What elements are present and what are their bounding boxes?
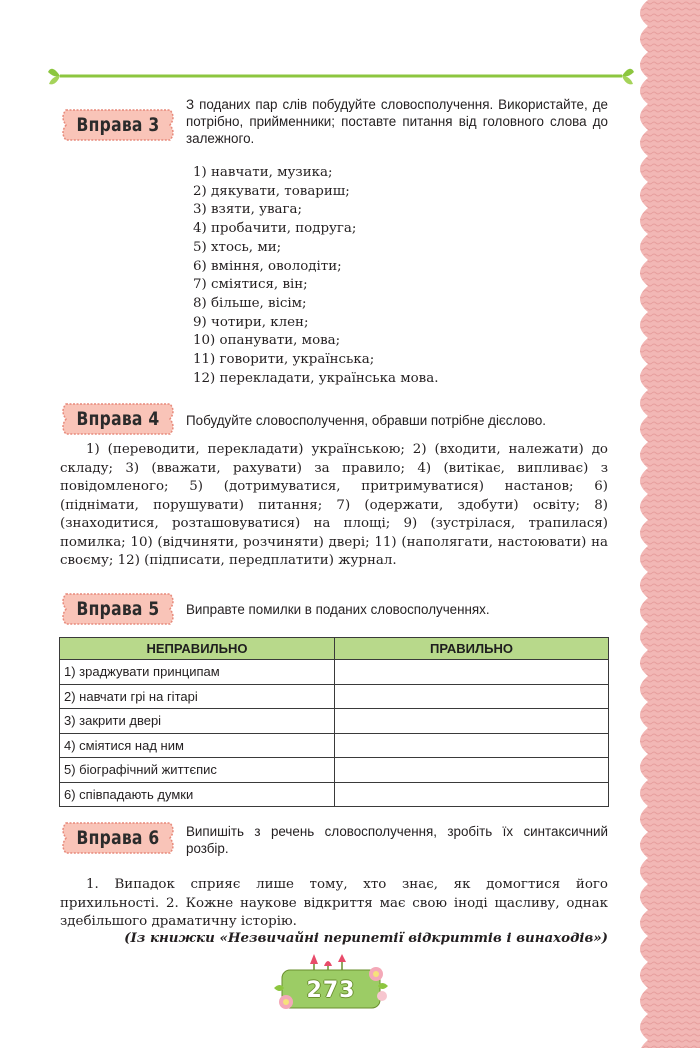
source-close-paren: ) bbox=[601, 930, 608, 946]
exercise-6-text: 1. Випадок сприяє лише тому, хто знає, як домогтися його прихильності. 2. Кожне наукове відкриття має свою іноді щасливу, однак здебільшого драматичну історію. bbox=[60, 877, 608, 929]
exercise-3-label: Вправа 3 bbox=[76, 114, 160, 136]
exercise-5-badge bbox=[58, 592, 178, 626]
table-row bbox=[60, 684, 609, 709]
incorrect-phrase-cell: 2) навчати грі на гітарі bbox=[60, 684, 335, 709]
exercise-3-instruction: З поданих пар слів побудуйте словосполучення. Використайте, де потрібно, прийменники; поставте питання від головного слова до залежного. bbox=[186, 97, 608, 146]
list-item: 1) навчати, музика; bbox=[193, 165, 333, 180]
page-number: 273 bbox=[306, 978, 356, 1003]
list-item: 9) чотири, клен; bbox=[193, 314, 309, 330]
table-row bbox=[60, 782, 609, 807]
correct-answer-cell[interactable] bbox=[335, 733, 609, 758]
column-header-incorrect: НЕПРАВИЛЬНО bbox=[60, 638, 335, 660]
incorrect-phrase-cell: 6) співпадають думки bbox=[60, 782, 335, 807]
exercise-3-badge bbox=[58, 108, 178, 142]
incorrect-phrase-cell: 4) сміятися над ним bbox=[60, 733, 335, 758]
list-item: 4) пробачити, подруга; bbox=[193, 221, 357, 237]
correct-answer-cell[interactable] bbox=[335, 758, 609, 783]
exercise-4-instruction: Побудуйте словосполучення, обравши потрібне дієслово. bbox=[186, 413, 546, 428]
exercise-4-badge bbox=[58, 402, 178, 436]
correct-answer-cell[interactable] bbox=[335, 684, 609, 709]
list-item: 12) перекладати, українська мова. bbox=[193, 370, 439, 386]
incorrect-phrase-cell: 3) закрити двері bbox=[60, 709, 335, 734]
source-from: Із книжки bbox=[130, 930, 220, 946]
correct-answer-cell[interactable] bbox=[335, 660, 609, 685]
incorrect-phrase-cell: 5) біографічний життєпис bbox=[60, 758, 335, 783]
exercise-4-label: Вправа 4 bbox=[76, 408, 160, 430]
column-header-correct: ПРАВИЛЬНО bbox=[335, 638, 609, 660]
exercise-5-instruction: Виправте помилки в поданих словосполученнях. bbox=[186, 602, 490, 617]
table-row bbox=[60, 733, 609, 758]
exercise-6-badge bbox=[58, 821, 178, 855]
source-title: «Незвичайні перипетії відкриттів і винаходів» bbox=[219, 930, 602, 946]
exercise-5-table bbox=[59, 637, 609, 807]
source-open-paren: ( bbox=[124, 930, 131, 946]
exercise-3-list bbox=[193, 164, 438, 388]
incorrect-phrase-cell: 1) зраджувати принципам bbox=[60, 660, 335, 685]
exercise-4-text-block bbox=[60, 441, 608, 571]
table-header-row bbox=[60, 638, 609, 660]
table-row bbox=[60, 660, 609, 685]
exercise-6-instruction: Випишіть з речень словосполучення, зробіть їх синтаксичний розбір. bbox=[186, 824, 608, 856]
list-item: 8) більше, вісім; bbox=[193, 295, 307, 311]
correct-answer-cell[interactable] bbox=[335, 782, 609, 807]
table-row bbox=[60, 758, 609, 783]
top-decorative-rule bbox=[46, 60, 636, 90]
table-row bbox=[60, 709, 609, 734]
exercise-6-label: Вправа 6 bbox=[76, 827, 160, 849]
list-item: 7) сміятися, він; bbox=[193, 277, 308, 293]
list-item: 3) взяти, увага; bbox=[193, 202, 303, 218]
source-citation bbox=[60, 930, 608, 946]
list-item: 11) говорити, українська; bbox=[193, 352, 375, 368]
list-item: 6) вміння, оволодіти; bbox=[193, 258, 342, 274]
list-item: 5) хтось, ми; bbox=[193, 239, 282, 255]
list-item: 2) дякувати, товариш; bbox=[193, 183, 350, 199]
page-number-badge bbox=[272, 952, 390, 1014]
exercise-6-text-block bbox=[60, 876, 608, 932]
exercise-4-text: 1) (переводити, перекладати) українською; 2) (входити, належати) до складу; 3) (вважати, рахувати) за правило; 4) (витікає, випливає) з повідомленого; 5) (дотримуватися, притримуватися) настанов; 6) (піднімати, порушувати) питання; 7) (одержати, здобути) освіту; 8) (знаходитися, розташовуватися) на площі; 9) (зустрілася, трапилася) помилка; 10) (відчиняти, розчиняти) двері; 11) (наполягати, настоювати) на своєму; 12) (підписати, передплатити) журнал. bbox=[60, 442, 608, 568]
exercise-5-label: Вправа 5 bbox=[76, 598, 160, 620]
correct-answer-cell[interactable] bbox=[335, 709, 609, 734]
list-item: 10) опанувати, мова; bbox=[193, 333, 341, 349]
decorative-side-band bbox=[628, 0, 700, 1048]
